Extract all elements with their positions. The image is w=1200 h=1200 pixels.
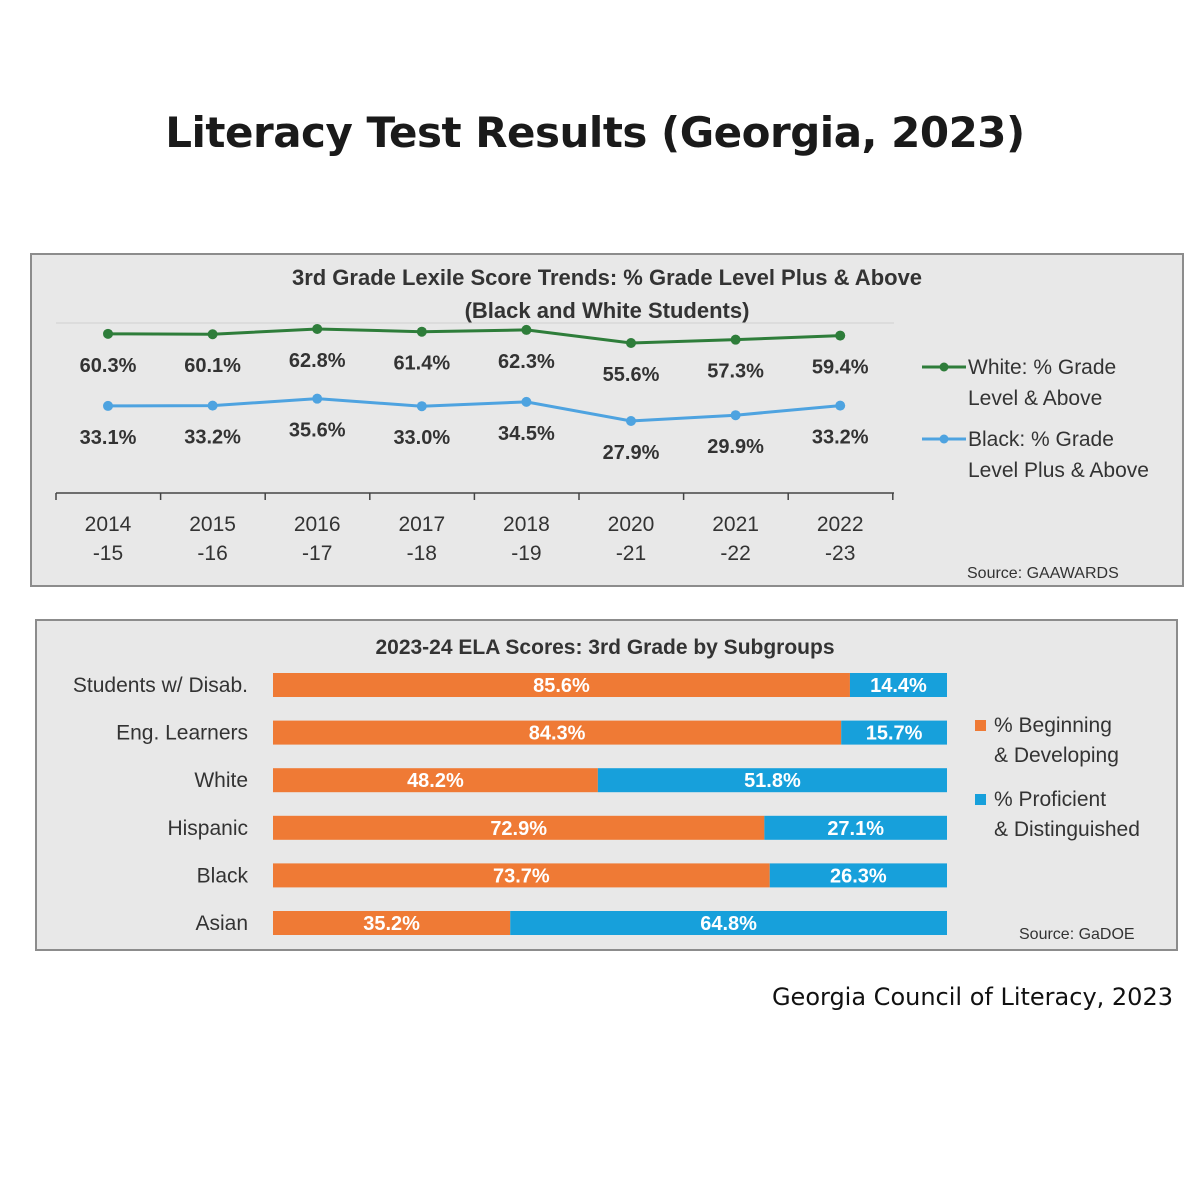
legend-label-white: White: % Grade xyxy=(968,356,1117,379)
legend-label-black: Level Plus & Above xyxy=(968,459,1149,482)
data-point-black xyxy=(208,401,218,411)
category-label: White xyxy=(194,769,248,793)
data-point-white xyxy=(835,331,845,341)
category-label: Asian xyxy=(195,912,248,935)
data-label-black: 33.2% xyxy=(811,426,869,449)
ela-subgroups-chart-panel xyxy=(35,619,1178,951)
data-label-white: 57.3% xyxy=(707,360,764,383)
line-chart-title: 3rd Grade Lexile Score Trends: % Grade Level Plus & Above xyxy=(291,265,923,290)
data-point-black xyxy=(731,410,741,420)
data-label-white: 55.6% xyxy=(602,364,660,386)
bar-label-proficient-distinguished: 51.8% xyxy=(744,770,801,793)
lexile-trend-line-chart xyxy=(32,255,1182,585)
data-point-black xyxy=(103,401,113,411)
bar-label-proficient-distinguished: 15.7% xyxy=(865,722,923,745)
line-chart-x-tick-label: 2015 xyxy=(189,513,236,536)
line-chart-x-tick-label: 2016 xyxy=(293,513,341,536)
legend-marker-black xyxy=(940,435,949,444)
legend-swatch-proficient-distinguished xyxy=(975,794,986,805)
data-point-white xyxy=(521,325,531,335)
category-label: Black xyxy=(196,864,248,888)
data-label-black: 33.1% xyxy=(79,426,137,449)
ela-subgroups-bar-chart xyxy=(37,621,1176,949)
footer-credit: Georgia Council of Literacy, 2023 xyxy=(771,983,1173,1011)
line-chart-x-tick-label: -16 xyxy=(197,542,228,565)
bar-label-beginning-developing: 85.6% xyxy=(533,675,590,697)
data-label-black: 27.9% xyxy=(602,442,660,464)
data-point-white xyxy=(731,335,741,345)
line-chart-x-tick-label: -18 xyxy=(406,542,437,565)
line-chart-x-tick-label: 2014 xyxy=(84,513,132,536)
ela-chart-source: Source: GaDOE xyxy=(1019,926,1135,943)
line-chart-x-tick-label: 2022 xyxy=(816,513,864,536)
series-line-white xyxy=(108,329,840,343)
line-chart-x-tick-label: -21 xyxy=(615,542,647,565)
legend-marker-white xyxy=(940,363,949,372)
data-label-black: 34.5% xyxy=(498,422,555,445)
line-chart-x-tick-label: 2021 xyxy=(712,513,759,536)
line-chart-x-tick-label: -22 xyxy=(720,542,751,565)
bar-label-proficient-distinguished: 64.8% xyxy=(700,913,757,935)
legend-swatch-beginning-developing xyxy=(975,720,986,731)
line-chart-x-tick-label: -17 xyxy=(302,542,333,565)
line-chart-x-tick-label: -19 xyxy=(511,542,542,565)
data-label-white: 61.4% xyxy=(393,352,451,375)
category-label: Eng. Learners xyxy=(116,721,248,745)
bar-label-proficient-distinguished: 27.1% xyxy=(827,817,885,840)
category-label: Hispanic xyxy=(167,816,248,840)
line-chart-x-tick-label: 2017 xyxy=(398,513,446,536)
series-line-black xyxy=(108,399,840,421)
data-point-black xyxy=(417,401,427,411)
bar-label-proficient-distinguished: 26.3% xyxy=(830,865,887,888)
data-point-white xyxy=(417,327,427,337)
data-point-black xyxy=(835,401,845,411)
data-point-white xyxy=(208,329,218,339)
data-point-black xyxy=(626,416,636,426)
legend-label-black: Black: % Grade xyxy=(968,428,1114,451)
line-chart-x-tick-label: -23 xyxy=(825,542,856,565)
legend-label-proficient-distinguished: & Distinguished xyxy=(994,818,1140,841)
data-label-black: 33.0% xyxy=(393,427,451,450)
data-point-white xyxy=(103,329,113,339)
category-label: Students w/ Disab. xyxy=(72,674,248,697)
data-label-white: 60.1% xyxy=(184,355,241,378)
data-label-white: 62.8% xyxy=(288,349,346,372)
data-label-black: 35.6% xyxy=(288,419,346,442)
data-label-white: 62.3% xyxy=(498,350,555,373)
bar-label-beginning-developing: 48.2% xyxy=(407,770,464,793)
bar-label-beginning-developing: 73.7% xyxy=(493,865,550,888)
page-title: Literacy Test Results (Georgia, 2023) xyxy=(165,108,1025,157)
legend-label-proficient-distinguished: % Proficient xyxy=(994,788,1107,811)
line-chart-x-tick-label: 2018 xyxy=(503,513,550,536)
data-point-white xyxy=(312,324,322,334)
lexile-trend-chart-panel xyxy=(30,253,1184,587)
data-label-white: 60.3% xyxy=(79,354,137,377)
data-point-black xyxy=(312,394,322,404)
line-chart-x-tick-label: -15 xyxy=(92,542,124,565)
bar-label-beginning-developing: 35.2% xyxy=(363,913,420,935)
line-chart-subtitle: (Black and White Students) xyxy=(464,298,750,323)
data-point-white xyxy=(626,338,636,348)
data-point-black xyxy=(521,397,531,407)
bar-chart-title: 2023-24 ELA Scores: 3rd Grade by Subgroups xyxy=(375,636,835,659)
legend-label-white: Level & Above xyxy=(968,387,1103,410)
line-chart-x-tick-label: 2020 xyxy=(607,513,655,536)
data-label-black: 33.2% xyxy=(184,426,241,449)
bar-label-beginning-developing: 84.3% xyxy=(528,722,586,745)
lexile-chart-source: Source: GAAWARDS xyxy=(967,565,1119,582)
legend-label-beginning-developing: & Developing xyxy=(994,744,1119,767)
bar-label-beginning-developing: 72.9% xyxy=(490,817,548,840)
bar-label-proficient-distinguished: 14.4% xyxy=(870,675,927,697)
data-label-white: 59.4% xyxy=(811,356,869,379)
legend-label-beginning-developing: % Beginning xyxy=(994,714,1112,737)
data-label-black: 29.9% xyxy=(707,436,764,459)
